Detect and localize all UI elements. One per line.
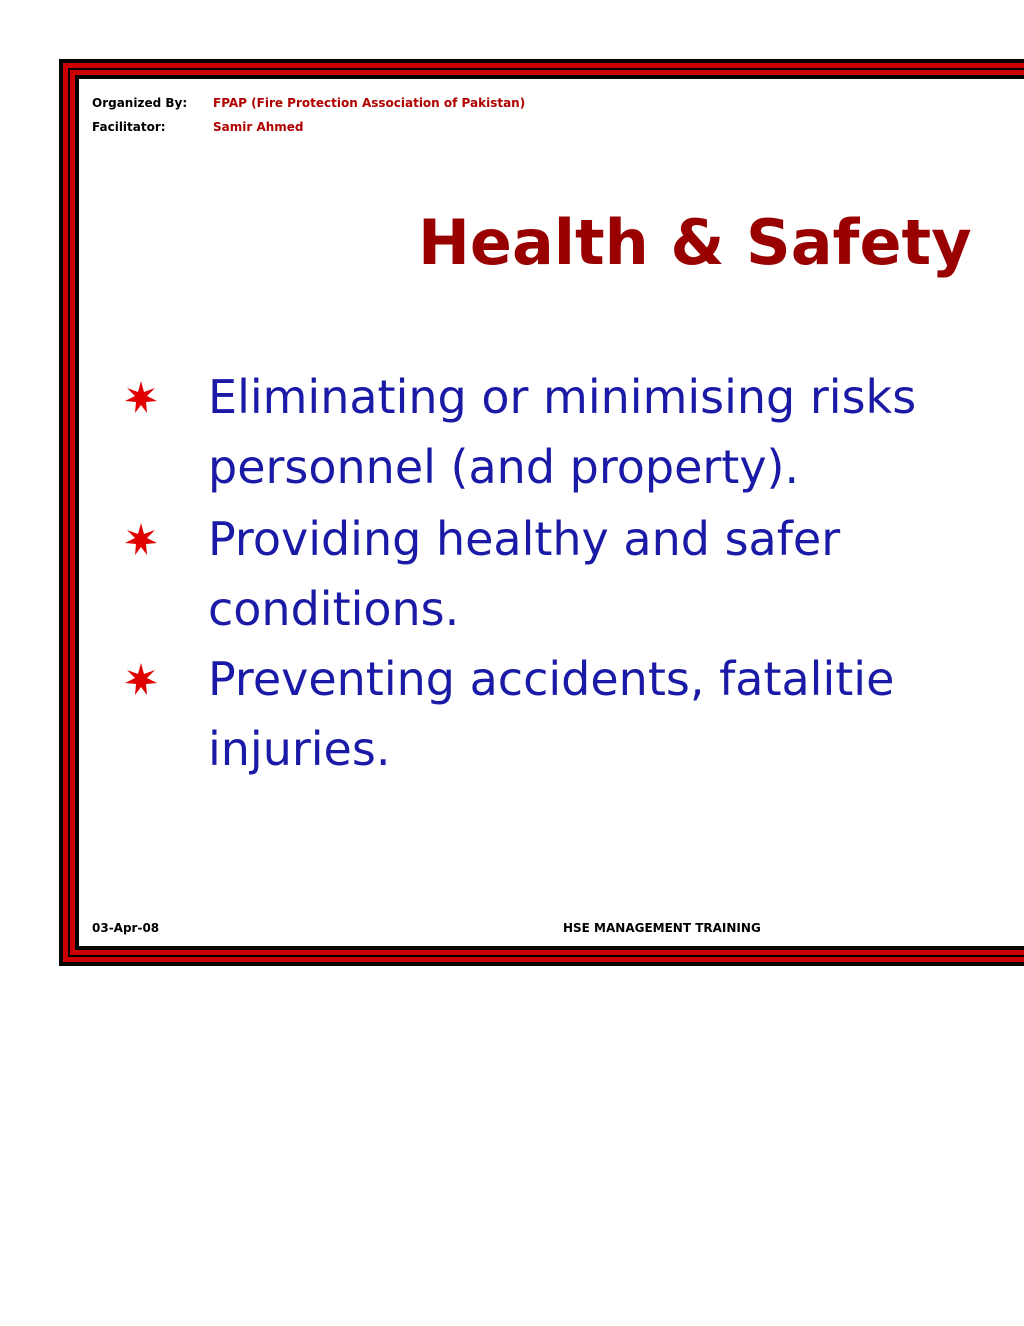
red-star-icon: [124, 522, 158, 556]
facilitator-label: Facilitator:: [92, 120, 166, 134]
word: risks: [809, 370, 917, 424]
bullet-line-1: [208, 362, 1020, 432]
word: fatalitie: [719, 652, 895, 706]
organized-by-row: [92, 96, 526, 110]
organized-by-value: FPAP (Fire Protection Association of Pakistan): [213, 96, 526, 110]
word: or: [481, 370, 529, 424]
bullet-line-1: [208, 504, 972, 574]
bullet-line-1: [208, 644, 1024, 714]
bullet-line-2: conditions.: [208, 582, 460, 636]
word: accidents,: [469, 652, 705, 706]
word: Eliminating: [208, 370, 467, 424]
word: and: [623, 512, 710, 566]
red-star-icon: [124, 380, 158, 414]
word: minimising: [543, 370, 796, 424]
footer-title: HSE MANAGEMENT TRAINING: [563, 921, 761, 935]
bullet-item: [208, 644, 1024, 784]
bullet-line-2: injuries.: [208, 722, 391, 776]
bullet-item: [208, 504, 1024, 644]
slide-title: Health & Safety: [418, 206, 972, 279]
organized-by-label: Organized By:: [92, 96, 188, 110]
bullet-item: [208, 362, 1024, 502]
facilitator-value: Samir Ahmed: [213, 120, 304, 134]
red-star-icon: [124, 662, 158, 696]
footer-date: 03-Apr-08: [92, 921, 160, 935]
facilitator-row: [92, 120, 304, 134]
word: Providing: [208, 512, 422, 566]
word: healthy: [435, 512, 609, 566]
word: Preventing: [208, 652, 455, 706]
bullet-line-2: personnel (and property).: [208, 440, 800, 494]
word: safer: [724, 512, 841, 566]
